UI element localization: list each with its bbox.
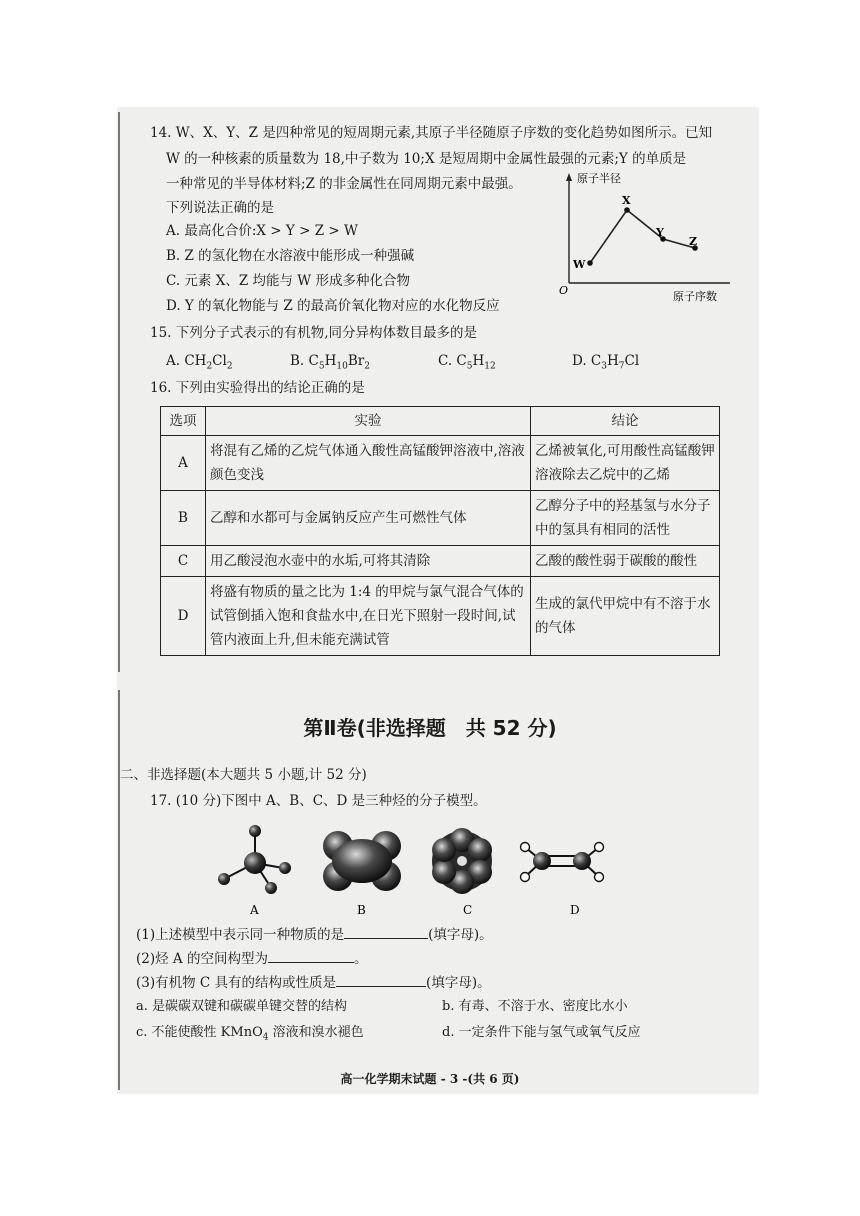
q14-line2: W 的一种核素的质量数为 18,中子数为 10;X 是短周期中金属性最强的元素;Y 的单质是 <box>166 151 687 167</box>
q17-part3: (3)有机物 C 具有的结构或性质是 (填字母)。 <box>136 972 491 992</box>
q14-option-d: D. Y 的氧化物能与 Z 的最高价氧化物对应的水化物反应 <box>166 298 500 314</box>
page-footer: 高一化学期末试题 - 3 -(共 6 页) <box>340 1072 520 1086</box>
model-b-ethylene-space-filling <box>323 831 401 891</box>
q17-choice-d: d. 一定条件下能与氢气或氧气反应 <box>442 1025 641 1040</box>
q15-stem: 15. 下列分子式表示的有机物,同分异构体数目最多的是 <box>150 325 478 341</box>
q17-part1: (1)上述模型中表示同一种物质的是 (填字母)。 <box>136 924 493 944</box>
q15-option-c: C. $C_5H_{12}$ <box>438 353 496 372</box>
row-option: C <box>161 546 206 577</box>
q17-choice-c: c. 不能使酸性 KMnO$_4$ 溶液和溴水褪色 <box>136 1025 364 1043</box>
table-row <box>161 491 720 546</box>
model-label-c: C <box>463 903 473 917</box>
q15-option-a: A. $CH_2Cl_2$ <box>166 353 233 372</box>
section-title: 第Ⅱ卷(非选择题 共 52 分) <box>303 716 557 740</box>
label-x: X <box>622 194 631 207</box>
model-label-a: A <box>250 903 259 917</box>
model-label-b: B <box>357 903 366 917</box>
table-header-row <box>161 407 720 436</box>
label-w: W <box>573 258 586 271</box>
model-a-methane-ball-stick <box>218 825 291 894</box>
q16-stem: 16. 下列由实验得出的结论正确的是 <box>150 380 365 396</box>
q17-choice-a: a. 是碳碳双键和碳碳单键交替的结构 <box>136 999 348 1014</box>
row-experiment: 将盛有物质的量之比为 1:4 的甲烷与氯气混合气体的试管倒插入饱和食盐水中,在日光下照射一段时间,试管内液面上升,但未能充满试管 <box>206 577 531 656</box>
q14-option-b: B. Z 的氢化物在水溶液中能形成一种强碱 <box>166 248 415 264</box>
point-w <box>587 260 593 266</box>
table-row <box>161 546 720 577</box>
page-edge-top <box>118 112 120 672</box>
row-conclusion: 乙醇分子中的羟基氢与水分子中的氢具有相同的活性 <box>531 491 720 546</box>
row-experiment: 将混有乙烯的乙烷气体通入酸性高锰酸钾溶液中,溶液颜色变浅 <box>206 436 531 491</box>
q14-line3: 一种常见的半导体材料;Z 的非金属性在同周期元素中最强。 <box>166 176 522 192</box>
row-conclusion: 乙烯被氧化,可用酸性高锰酸钾溶液除去乙烷中的乙烯 <box>531 436 720 491</box>
atomic-radius-chart <box>555 168 735 308</box>
q14-line1: 14. W、X、Y、Z 是四种常见的短周期元素,其原子半径随原子序数的变化趋势如图所示。已知 <box>150 125 713 141</box>
row-conclusion: 生成的氯代甲烷中有不溶于水的气体 <box>531 577 720 656</box>
section-heading: 二、非选择题(本大题共 5 小题,计 52 分) <box>120 767 367 783</box>
row-option: A <box>161 436 206 491</box>
chart-x-label: 原子序数 <box>673 290 717 303</box>
table-row <box>161 436 720 491</box>
row-option: D <box>161 577 206 656</box>
row-conclusion: 乙酸的酸性弱于碳酸的酸性 <box>531 546 720 577</box>
header-option: 选项 <box>161 407 206 436</box>
q14-option-a: A. 最高化合价:X > Y > Z > W <box>166 223 358 239</box>
row-experiment: 用乙酸浸泡水壶中的水垢,可将其清除 <box>206 546 531 577</box>
row-experiment: 乙醇和水都可与金属钠反应产生可燃性气体 <box>206 491 531 546</box>
header-conclusion: 结论 <box>531 407 720 436</box>
q15-option-d: D. $C_3H_7Cl$ <box>572 353 640 372</box>
model-label-d: D <box>570 903 580 917</box>
q17-choice-b: b. 有毒、不溶于水、密度比水小 <box>442 999 628 1014</box>
row-option: B <box>161 491 206 546</box>
answer-blank-2 <box>268 948 354 963</box>
header-experiment: 实验 <box>206 407 531 436</box>
molecule-models <box>200 818 640 918</box>
answer-blank-3 <box>336 972 426 987</box>
chart-origin: O <box>559 284 569 297</box>
label-y: Y <box>656 226 664 239</box>
model-c-benzene-space-filling <box>432 828 492 894</box>
model-d-ethylene-ball-stick <box>521 843 604 882</box>
q17-stem: 17. (10 分)下图中 A、B、C、D 是三种烃的分子模型。 <box>150 793 487 809</box>
q17-part2: (2)烃 A 的空间构型为 。 <box>136 948 367 968</box>
answer-blank-1 <box>344 924 428 939</box>
q15-option-b: B. $C_5H_{10}Br_2$ <box>290 353 370 372</box>
q16-table <box>160 406 720 656</box>
q14-prompt: 下列说法正确的是 <box>166 200 274 216</box>
page-edge-bottom <box>118 690 120 1090</box>
label-z: Z <box>689 235 698 248</box>
q14-option-c: C. 元素 X、Z 均能与 W 形成多种化合物 <box>166 273 410 289</box>
point-x <box>624 207 630 213</box>
chart-y-label: 原子半径 <box>577 172 621 185</box>
table-row <box>161 577 720 656</box>
